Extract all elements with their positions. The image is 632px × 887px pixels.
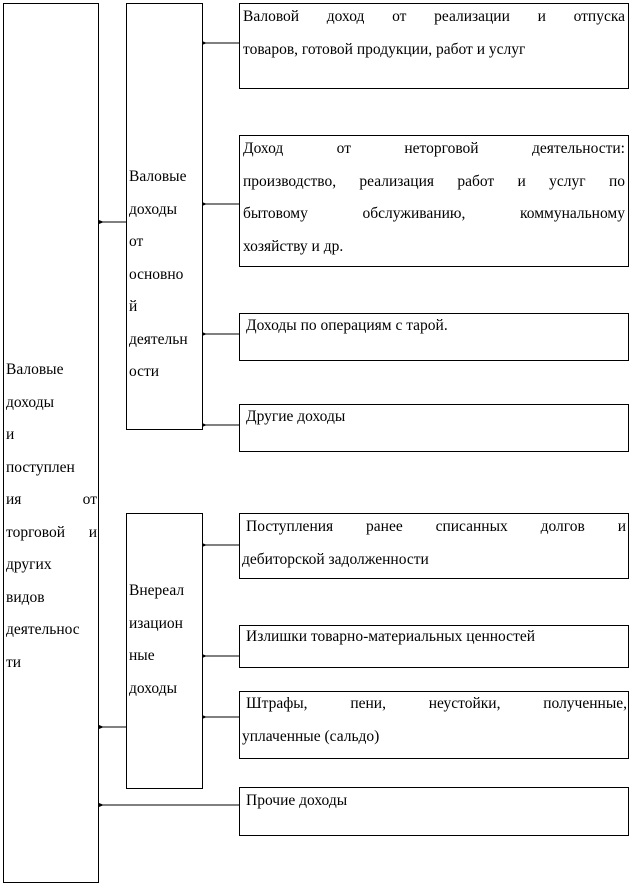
main-title-line: ти [6, 653, 22, 671]
group1-title-line: Валовые [129, 168, 187, 185]
item-line: дебиторской задолженности [242, 550, 429, 568]
main-title-line: доходы [6, 393, 55, 411]
item-line: Поступления ранее списанных долгов и [246, 518, 626, 535]
group2-title-line: ные [129, 647, 155, 664]
main-title-line: видов [6, 588, 45, 606]
group2-item-2-text [246, 621, 626, 654]
group1-title-line: деятельн [129, 330, 188, 348]
item-line: Другие доходы [246, 408, 346, 425]
group2-item-1-text [242, 511, 626, 576]
group1-title-line: доходы [129, 200, 178, 218]
group2-title-line: доходы [129, 679, 178, 697]
main-title-line: и [6, 426, 15, 443]
item-line: уплаченные (сальдо) [242, 727, 380, 745]
group2-title [129, 575, 202, 705]
item-line: Доход от неторговой деятельности: [243, 140, 625, 157]
group1-item-4-text [246, 401, 626, 434]
main-title [6, 354, 97, 679]
group2-title-line: изацион [129, 614, 183, 632]
group1-title-line: й [129, 298, 138, 315]
main-title-line [6, 517, 97, 550]
group1-title-line: основно [129, 265, 184, 283]
main-title-line: деятельнос [6, 621, 80, 638]
group1-item-2-text [243, 133, 625, 263]
group1-title-line: от [129, 233, 144, 250]
main-title-word: ия [6, 491, 22, 508]
group1-title-line: ости [129, 363, 160, 380]
main-title-line [6, 484, 97, 517]
group1-title [129, 161, 202, 389]
main-title-line: других [6, 556, 52, 573]
item-line: Доходы по операциям с тарой. [246, 317, 448, 334]
main-title-word: и [88, 523, 97, 541]
item-line: хозяйству и др. [243, 237, 344, 255]
item-line: Излишки товарно-материальных ценностей [246, 628, 536, 645]
item-line: производство, реализация работ и услуг по [243, 172, 625, 190]
main-title-line: Валовые [6, 361, 64, 378]
main-title-line: поступлен [6, 458, 75, 476]
item-line: товаров, готовой продукции, работ и услуг [243, 40, 526, 58]
item-line: Прочие доходы [246, 792, 348, 809]
item-line: бытовому обслуживанию, коммунальному [243, 205, 625, 222]
group2-title-line: Внереал [129, 582, 185, 599]
main-title-word: торговой [6, 523, 66, 541]
item-line: Валовой доход от реализации и отпуска [243, 8, 625, 25]
group2-item-3-text [242, 688, 627, 753]
group1-item-3-text [246, 310, 626, 343]
other-text [246, 785, 626, 818]
main-title-word: от [82, 491, 97, 508]
group1-item-1-text [243, 1, 625, 66]
item-line: Штрафы, пени, неустойки, полученные, [246, 695, 627, 712]
